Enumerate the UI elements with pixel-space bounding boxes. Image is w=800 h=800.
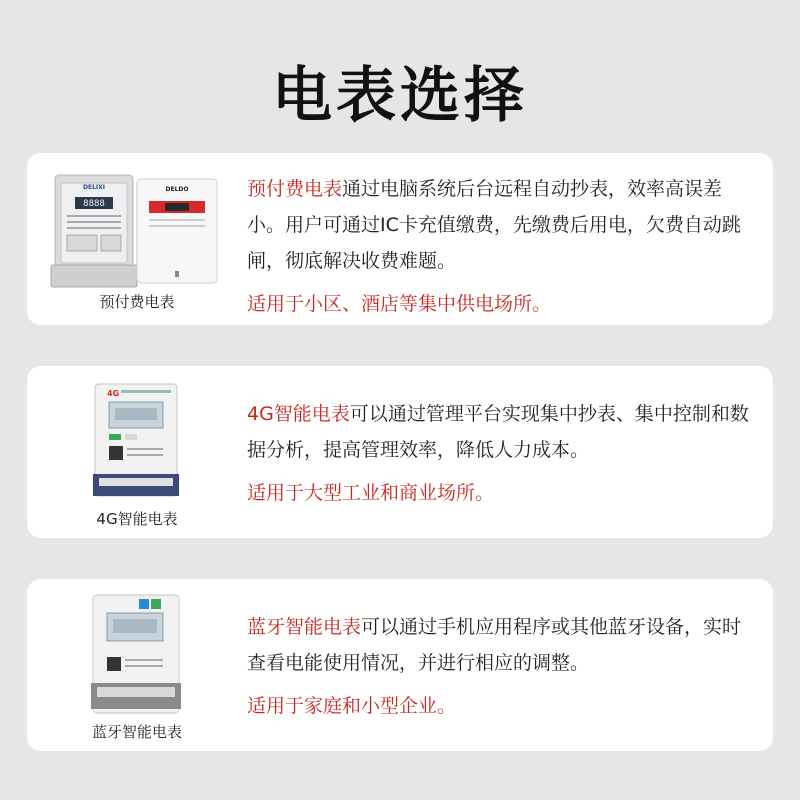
prepaid-meter-name: 预付费电表 xyxy=(247,178,343,200)
prepaid-meter-description: 预付费电表通过电脑系统后台远程自动抄表，效率高误差小。用户可通过IC卡充值缴费，先缴费后用电，欠费自动跳闸，彻底解决收费难题。 xyxy=(247,178,741,272)
svg-text:8888: 8888 xyxy=(83,199,105,209)
bluetooth-meter-usage: 适用于家庭和小型企业。 xyxy=(247,695,457,717)
4g-meter-name: 4G智能电表 xyxy=(247,403,350,425)
prepaid-meter-caption: 预付费电表 xyxy=(99,293,175,311)
bluetooth-meter-name: 蓝牙智能电表 xyxy=(247,616,362,638)
page-title: 电表选择 xyxy=(272,61,528,131)
4g-meter-usage: 适用于大型工业和商业场所。 xyxy=(247,482,495,504)
prepaid-meter-text xyxy=(247,171,757,319)
svg-text:DELDO: DELDO xyxy=(165,186,189,193)
card-4g-meter xyxy=(27,366,773,538)
bluetooth-meter-description: 蓝牙智能电表可以通过手机应用程序或其他蓝牙设备，实时查看电能使用情况，并进行相应的调整。 xyxy=(247,616,742,674)
prepaid-meter-usage: 适用于小区、酒店等集中供电场所。 xyxy=(247,293,552,315)
svg-text:4G: 4G xyxy=(107,389,120,398)
card-prepaid-meter xyxy=(27,153,773,325)
4g-meter-text xyxy=(247,396,757,508)
bluetooth-meter-caption: 蓝牙智能电表 xyxy=(91,723,182,741)
svg-text:DELIXI: DELIXI xyxy=(83,184,105,191)
4g-meter-description: 4G智能电表可以通过管理平台实现集中抄表、集中控制和数据分析，提高管理效率，降低人力成本。 xyxy=(247,403,749,461)
bluetooth-meter-text xyxy=(247,609,757,721)
card-bluetooth-meter xyxy=(27,579,773,751)
4g-meter-caption: 4G智能电表 xyxy=(96,510,178,528)
